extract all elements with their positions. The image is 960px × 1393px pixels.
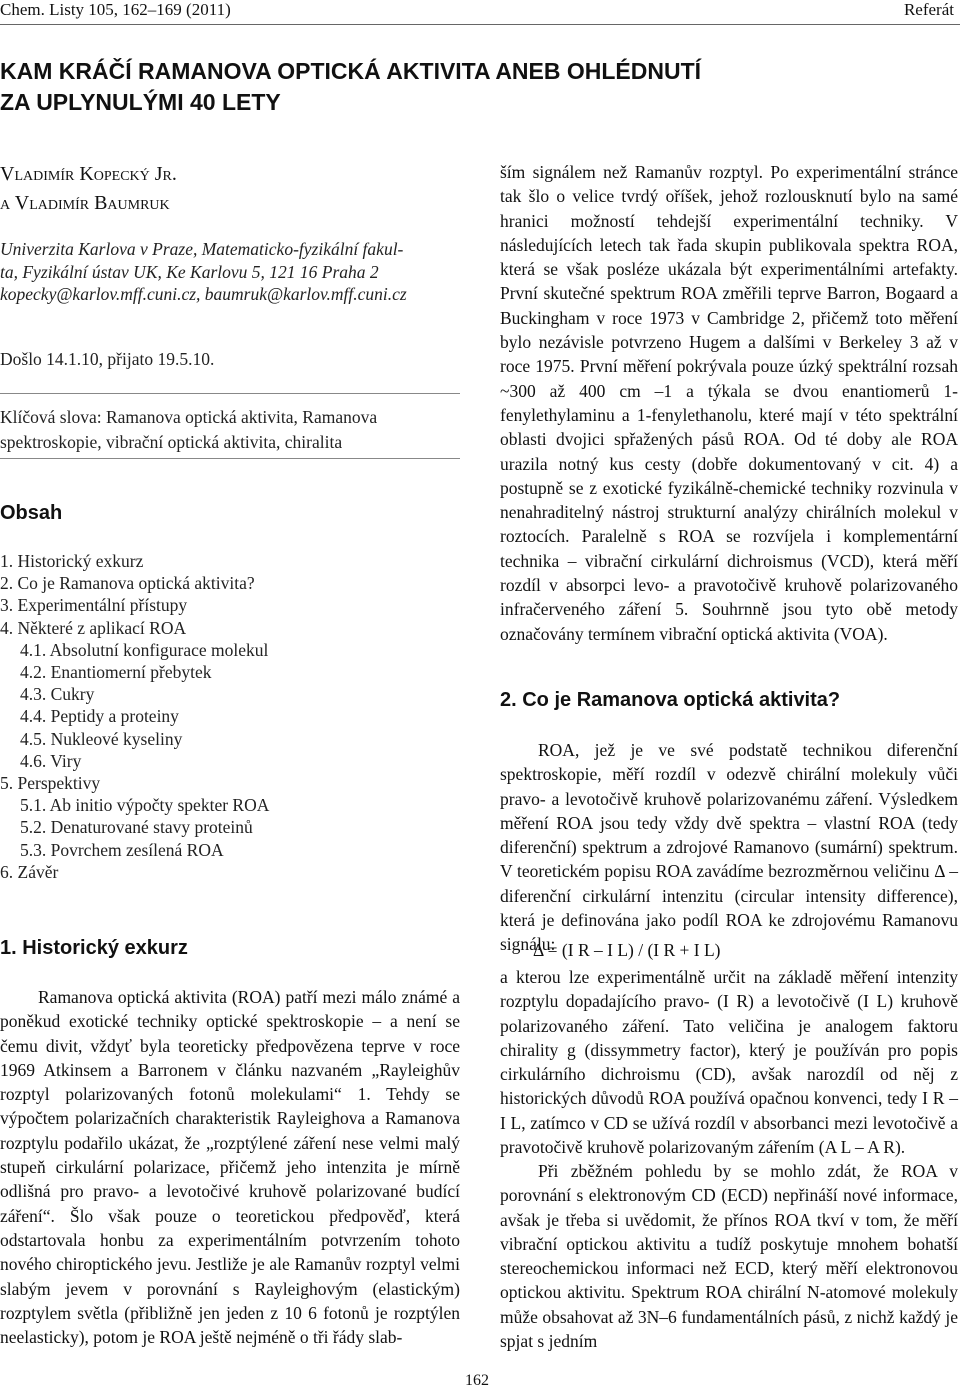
page-number: 162	[465, 1372, 489, 1389]
toc-item: 4. Některé z aplikací ROA	[0, 617, 187, 638]
article-title	[0, 56, 930, 118]
section-2-heading: 2. Co je Ramanova optická aktivita?	[500, 689, 841, 711]
affiliation-emails: kopecky@karlov.mff.cuni.cz, baumruk@karlov.mff.cuni.cz	[0, 284, 407, 304]
toc-item: 5.1. Ab initio výpočty spekter ROA	[20, 795, 270, 816]
equation-cid: Δ = (I R – I L) / (I R + I L)	[533, 940, 721, 960]
section-1-heading: 1. Historický exkurz	[0, 937, 188, 959]
keywords: Klíčová slova: Ramanova optická aktivita, Ramanova spektroskopie, vibrační optická aktivita, chiralita	[0, 407, 378, 452]
contents-heading: Obsah	[0, 502, 63, 524]
title-line-1: KAM KRÁČÍ RAMANOVA OPTICKÁ AKTIVITA ANEB OHLÉDNUTÍ	[0, 58, 702, 84]
section-2-paragraph-2: a kterou lze experimentálně určit na základě měření intenzity rozptylu dopadajícího pravo- (I R) a levotočivě (I L) kruhově polarizovaného záření. Tato veličina je analogem faktoru chirality g (dissymmetry factor), který je používán pro popis cirkulárního dichroismu (CD), avšak narozdíl od něj z historických důvodů ROA používá opačnou konvenci, tedy I R – I L, zatímco v CD se užívá rozdíl v absorbanci mezi levotočivě a pravotočivě kruhově polarizovaným zářením (A L – A R).	[500, 967, 958, 1158]
toc-item: 5.3. Povrchem zesílená ROA	[20, 839, 224, 860]
received-accepted-dates: Došlo 14.1.10, přijato 19.5.10.	[0, 349, 215, 369]
affiliation-line-2: ta, Fyzikální ústav UK, Ke Karlovu 5, 121 16 Praha 2	[0, 261, 379, 282]
affiliation-line-1: Univerzita Karlova v Praze, Matematicko-fyzikální fakul-	[0, 239, 404, 259]
toc-item: 4.6. Viry	[20, 750, 82, 771]
toc-item: 4.1. Absolutní konfigurace molekul	[20, 639, 269, 660]
title-line-2: ZA UPLYNULÝMI 40 LETY	[0, 89, 281, 115]
toc-item: 1. Historický exkurz	[0, 551, 144, 571]
toc-item: 4.2. Enantiomerní přebytek	[20, 662, 212, 683]
header-rule	[0, 24, 960, 25]
section-2-paragraph-1: ROA, jež je ve své podstatě technikou diferenční spektroskopie, měří rozdíl v odezvě chirální molekuly vůči pravo- a levotočivě kruhově polarizovanému záření. Výsledkem měření ROA jsou tedy vždy dvě spektra – vlastní ROA (tedy diferenční) spektrum a zdrojové Ramanovo (sumární) spektrum. V teoretickém popisu ROA zavádíme bezrozměrnou veličinu Δ – diferenční cirkulární intenzitu (circular intensity difference), která je definována jako podíl ROA ke zdrojovému Ramanovu signálu:	[500, 740, 958, 955]
section-1-paragraph-1: Ramanova optická aktivita (ROA) patří mezi málo známé a poněkud exotické techniky optické spektroskopie – a není se čemu divit, vždyť byla teoreticky předpovězena teprve v roce 1969 Atkinsem a Barronem v článku nazvaném „Rayleighův rozptyl polarizovaných fotonů molekulami“ 1. Tehdy se výpočtem polarizačních charakteristik Rayleighova a Ramanova rozptylu podařilo ukázat, že „rozptýlené záření nese velmi malý stupeň cirkulární polarizace, přičemž jeho intenzita je mírně odlišná pro pravo- a levotočivé kruhově polarizované budící záření“. Šlo však pouze o teoretickou předpověď, která odstartovala honbu za experimentálním potvrzením tohoto nového chiroptického jevu. Jestliže je ale Ramanův rozptyl velmi slabým jevem v porovnání s Rayleighovým (elastickým) rozptylem světla (přibližně jen jeden z 10 6 fotonů je rozptýlen neelasticky), potom je ROA ještě nejméně o tři řády slab-	[0, 987, 460, 1348]
affiliation	[0, 238, 452, 306]
section-label: Referát	[903, 0, 954, 19]
section-2-paragraph-3: Při zběžném pohledu by se mohlo zdát, že ROA v porovnání s elektronovým CD (ECD) nepřináší nové informace, avšak je třeba si uvědomit, že přínos ROA tkví v tom, že měří vibrační optickou aktivitu a tudíž poskytuje mnohem bohatší stereochemickou informaci než ECD, který měří elektronovou optickou aktivitu. Spektrum ROA chirální N-atomové molekuly může obsahovat až 3N–6 fundamentálních pásů, z nichž každý je spjat s jedním	[500, 1161, 958, 1352]
author-2: a Vladimír Baumruk	[0, 192, 170, 214]
section-1-paragraph-2: ším signálem než Ramanův rozptyl. Po experimentální stránce tak šlo o velice tvrdý oříšek, jehož rozlousknutí bylo na samé hranici možností tehdejší experimentální techniky. V následujících letech tak řada skupin publikovala spektra ROA, která se však posléze ukázala být experimentálními artefakty. První skutečné spektrum ROA změřili teprve Barron, Bogaard a Buckingham v roce 1973 v Cambridge 2, přičemž toto měření bylo nezávisle potvrzeno Hugem a dalšími v Berkeley 3 až v roce 1975. První měření pokrývala pouze úzký spektrální rozsah ~300 až 400 cm –1 a týkala se dvou enantiomerů 1-fenylethylaminu a 1-fenylethanolu, které mají v této spektrální oblasti dvojici spřažených pásů ROA. Od té doby ale ROA urazila notný kus cesty (dobře dokumentovaný v cit. 4) a postupně se z exotické fyzikálně-chemické techniky rozvinula v nenahraditelný nástroj strukturní analýzy chirálních molekul v roztocích. Paralelně s ROA se rozvíjela i komplementární technika – vibrační cirkulární dichroismus (VCD), která měří rozdíl v absorpci levo- a pravotočivě kruhově polarizovaného infračerveného záření 5. Souhrnně jsou tyto obě metody označovány termínem vibrační optická aktivita (VOA).	[500, 162, 958, 644]
authors	[0, 160, 177, 218]
toc-item: 4.3. Cukry	[20, 684, 95, 705]
toc-item: 4.4. Peptidy a proteiny	[20, 706, 179, 727]
author-1: Vladimír Kopecký Jr.	[0, 163, 177, 185]
toc-item: 2. Co je Ramanova optická aktivita?	[0, 573, 255, 594]
journal-citation: Chem. Listy 105, 162–169 (2011)	[0, 0, 231, 19]
keywords-top-rule	[0, 393, 460, 394]
toc-item: 3. Experimentální přístupy	[0, 595, 188, 616]
keywords-bottom-rule	[0, 458, 460, 459]
toc-item: 4.5. Nukleové kyseliny	[20, 728, 183, 749]
table-of-contents	[0, 550, 269, 883]
toc-item: 6. Závěr	[0, 861, 59, 882]
toc-item: 5. Perspektivy	[0, 773, 101, 794]
toc-item: 5.2. Denaturované stavy proteinů	[20, 817, 253, 838]
